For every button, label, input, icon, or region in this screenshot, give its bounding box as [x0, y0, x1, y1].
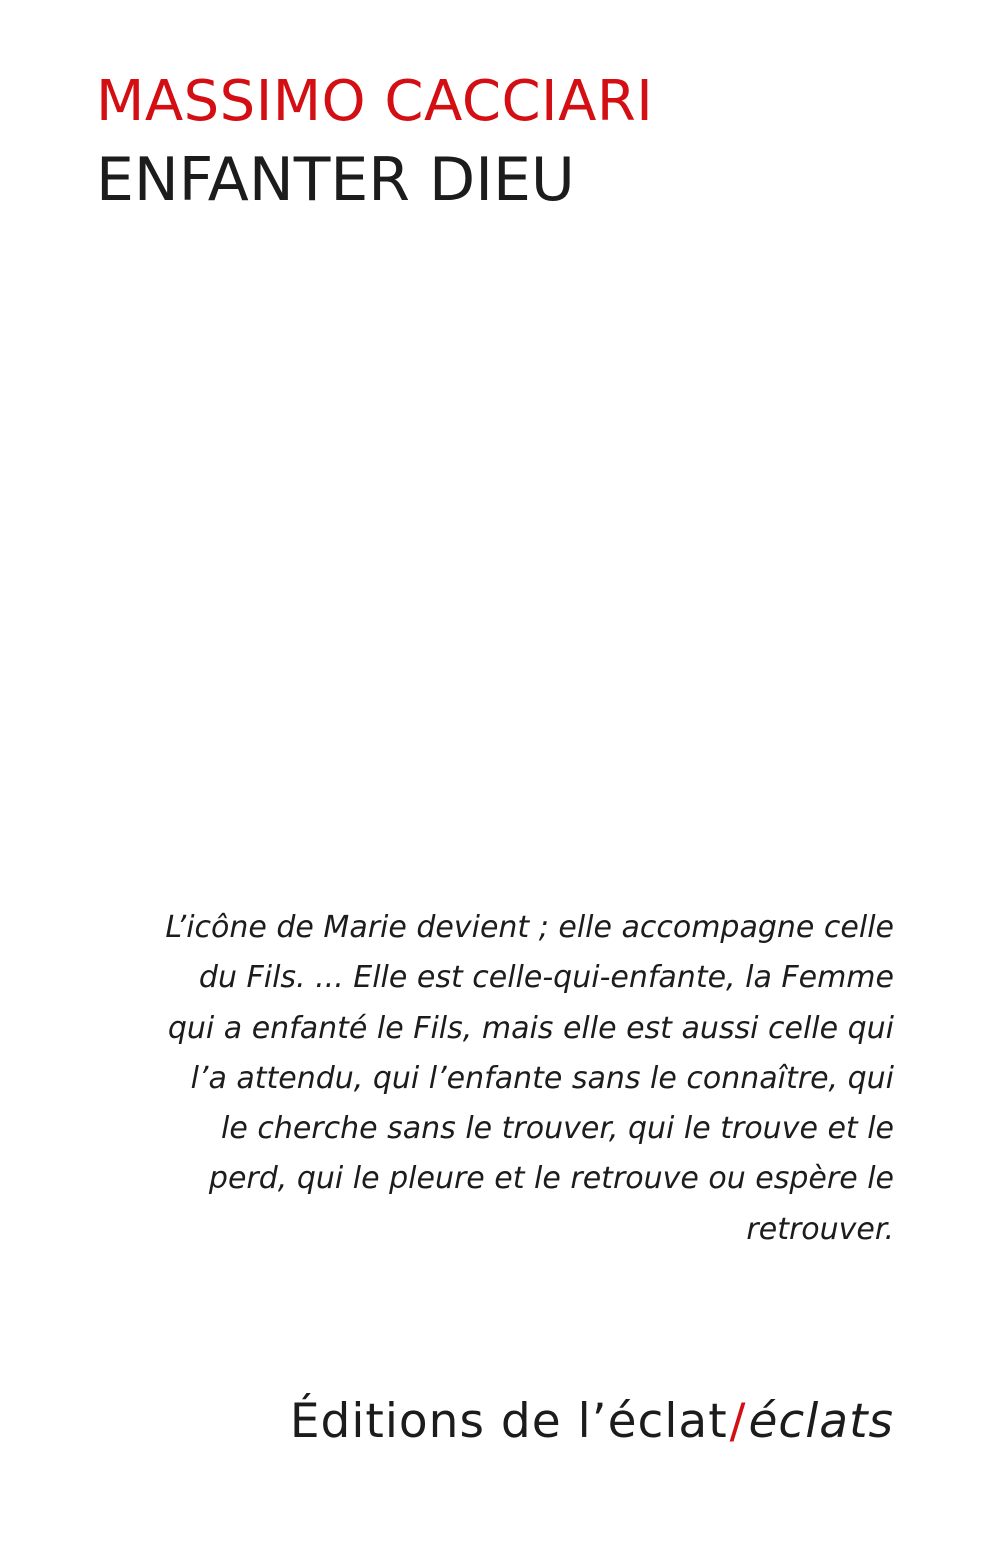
quote-line: le cherche sans le trouver, qui le trouve et le	[221, 1111, 894, 1147]
back-cover-quote	[100, 903, 894, 1255]
author-name: MASSIMO CACCIARI	[96, 69, 654, 134]
quote-line: retrouver.	[746, 1211, 894, 1247]
publisher-imprint	[289, 1394, 894, 1449]
publisher-name: Éditions de l’éclat	[289, 1394, 728, 1449]
quote-line: du Fils. ... Elle est celle-qui-enfante, la Femme	[198, 960, 894, 996]
quote-line: L’icône de Marie devient ; elle accompagne celle	[165, 910, 894, 945]
quote-line: l’a attendu, qui l’enfante sans le connaître, qui	[190, 1060, 894, 1096]
book-title: ENFANTER DIEU	[96, 145, 575, 215]
collection-name: éclats	[748, 1394, 894, 1449]
imprint-separator: /	[729, 1394, 747, 1449]
quote-line: qui a enfanté le Fils, mais elle est aussi celle qui	[167, 1010, 894, 1046]
quote-line: perd, qui le pleure et le retrouve ou espère le	[208, 1161, 894, 1197]
